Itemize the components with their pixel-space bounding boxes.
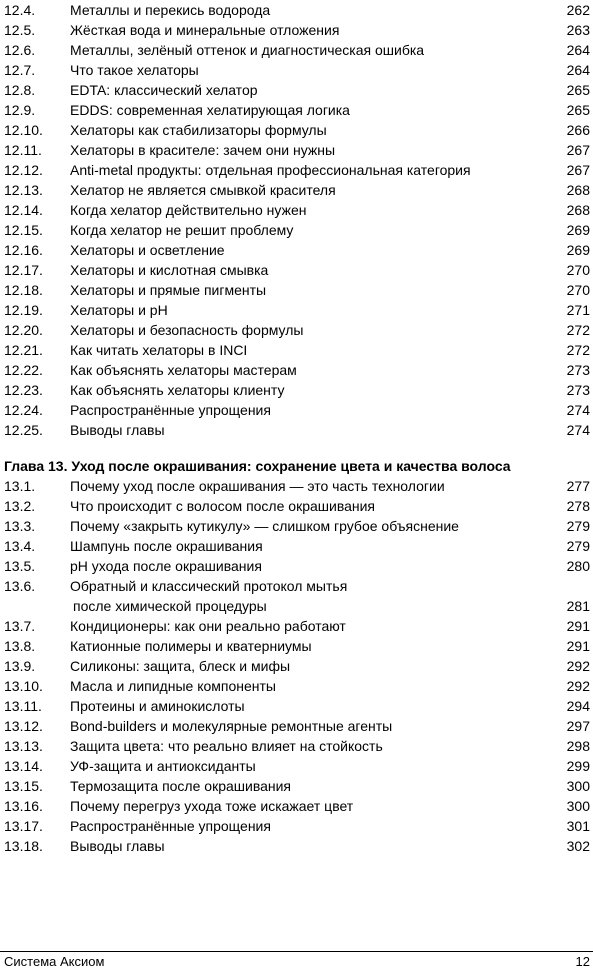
entry-number: 12.19. [4, 302, 43, 318]
entry-title: Что происходит с волосом после окрашивания [70, 498, 376, 514]
entry-number: 12.23. [4, 382, 43, 398]
entry-title: Распространённые упрощения [70, 402, 271, 418]
entry-title: EDTA: классический хелатор [70, 82, 258, 98]
entry-page: 281 [566, 598, 590, 614]
entry-page: 299 [566, 758, 590, 774]
entry-number: 12.12. [4, 162, 43, 178]
entry-title: Anti-metal продукты: отдельная профессиональная категория [70, 162, 471, 178]
toc-entry [0, 420, 593, 440]
entry-title: EDDS: современная хелатирующая логика [70, 102, 350, 118]
entry-number: 13.10. [4, 678, 43, 694]
toc-entry [0, 496, 593, 516]
entry-page: 264 [566, 42, 590, 58]
entry-page: 264 [566, 62, 590, 78]
entry-title: Металлы и перекись водорода [70, 2, 271, 18]
entry-title: Термозащита после окрашивания [70, 778, 292, 794]
entry-page: 266 [566, 122, 590, 138]
entry-title: Кондиционеры: как они реально работают [70, 618, 346, 634]
entry-title: Bond-builders и молекулярные ремонтные агенты [70, 718, 393, 734]
entry-page: 274 [566, 422, 590, 438]
entry-title: Когда хелатор не решит проблему [70, 222, 294, 238]
entry-number: 13.5. [4, 558, 36, 574]
entry-title: pH ухода после окрашивания [70, 558, 262, 574]
entry-title: Масла и липидные компоненты [70, 678, 276, 694]
entry-page: 269 [566, 242, 590, 258]
entry-page: 268 [566, 182, 590, 198]
entry-page: 301 [566, 818, 590, 834]
entry-page: 262 [566, 2, 590, 18]
entry-page: 280 [566, 558, 590, 574]
entry-page: 298 [566, 738, 590, 754]
toc-entry [0, 120, 593, 140]
entry-page: 279 [566, 538, 590, 554]
toc-entry [0, 636, 593, 656]
toc-entry [0, 100, 593, 120]
entry-number: 12.5. [4, 22, 36, 38]
entry-page: 272 [566, 342, 590, 358]
entry-title: Когда хелатор действительно нужен [70, 202, 307, 218]
entry-number: 12.8. [4, 82, 36, 98]
entry-page: 265 [566, 102, 590, 118]
toc-entry [0, 776, 593, 796]
toc-entry [0, 836, 593, 856]
entry-number: 12.9. [4, 102, 36, 118]
entry-title: Шампунь после окрашивания [70, 538, 263, 554]
toc-entry [0, 20, 593, 40]
entry-title: Как объяснять хелаторы мастерам [70, 362, 297, 378]
entry-title: Хелаторы и pH [70, 302, 168, 318]
entry-page: 274 [566, 402, 590, 418]
toc-entry [0, 756, 593, 776]
entry-title: Обратный и классический протокол мытья [70, 578, 348, 594]
entry-number: 12.22. [4, 362, 43, 378]
entry-number: 12.6. [4, 42, 36, 58]
entry-number: 13.9. [4, 658, 36, 674]
entry-number: 13.3. [4, 518, 36, 534]
toc-entry [0, 320, 593, 340]
entry-title-continuation: после химической процедуры [73, 598, 267, 614]
entry-page: 270 [566, 262, 590, 278]
entry-page: 268 [566, 202, 590, 218]
entry-page: 273 [566, 362, 590, 378]
entry-number: 13.8. [4, 638, 36, 654]
entry-page: 277 [566, 478, 590, 494]
entry-title: Как читать хелаторы в INCI [70, 342, 248, 358]
entry-page: 273 [566, 382, 590, 398]
entry-number: 13.1. [4, 478, 36, 494]
entry-number: 13.7. [4, 618, 36, 634]
entry-page: 297 [566, 718, 590, 734]
toc-entry [0, 60, 593, 80]
entry-title: Катионные полимеры и кватерниумы [70, 638, 312, 654]
entry-number: 12.15. [4, 222, 43, 238]
toc-entry [0, 476, 593, 496]
entry-number: 12.24. [4, 402, 43, 418]
entry-page: 278 [566, 498, 590, 514]
entry-page: 269 [566, 222, 590, 238]
toc-entry [0, 536, 593, 556]
toc-entry [0, 360, 593, 380]
toc-entry [0, 300, 593, 320]
chapter-13-list-b [0, 616, 593, 856]
entry-page: 292 [566, 658, 590, 674]
entry-number: 13.6. [4, 578, 36, 594]
entry-page: 291 [566, 618, 590, 634]
entry-title: Жёсткая вода и минеральные отложения [70, 22, 340, 38]
entry-number: 13.11. [4, 698, 42, 714]
entry-title: Хелаторы как стабилизаторы формулы [70, 122, 327, 138]
toc-entry [0, 676, 593, 696]
entry-title: Почему «закрыть кутикулу» — слишком грубое объяснение [70, 518, 459, 534]
entry-number: 12.25. [4, 422, 43, 438]
entry-number: 13.18. [4, 838, 43, 854]
toc-entry-continuation [0, 596, 593, 616]
toc-entry [0, 260, 593, 280]
entry-title: Почему уход после окрашивания — это часть технологии [70, 478, 445, 494]
entry-page: 279 [566, 518, 590, 534]
toc-entry [0, 656, 593, 676]
toc-entry [0, 200, 593, 220]
entry-page: 271 [566, 302, 590, 318]
toc-entry [0, 140, 593, 160]
footer-page-number: 12 [575, 954, 590, 969]
toc-entry [0, 220, 593, 240]
entry-title: Как объяснять хелаторы клиенту [70, 382, 285, 398]
entry-title: УФ-защита и антиоксиданты [70, 758, 256, 774]
entry-page: 267 [566, 162, 590, 178]
toc-entry [0, 576, 593, 596]
entry-number: 13.16. [4, 798, 43, 814]
entry-page: 263 [566, 22, 590, 38]
entry-number: 12.18. [4, 282, 43, 298]
entry-title: Что такое хелаторы [70, 62, 199, 78]
footer-title: Система Аксиом [4, 954, 105, 969]
toc-entry [0, 380, 593, 400]
entry-number: 13.12. [4, 718, 43, 734]
entry-title: Протеины и аминокислоты [70, 698, 245, 714]
section-gap [0, 440, 593, 456]
entry-title: Хелаторы и безопасность формулы [70, 322, 304, 338]
entry-page: 265 [566, 82, 590, 98]
entry-number: 12.13. [4, 182, 43, 198]
entry-number: 13.2. [4, 498, 36, 514]
entry-number: 12.16. [4, 242, 43, 258]
entry-number: 13.4. [4, 538, 36, 554]
entry-title: Металлы, зелёный оттенок и диагностическая ошибка [70, 42, 425, 58]
toc-entry [0, 736, 593, 756]
toc-entry [0, 240, 593, 260]
entry-page: 302 [566, 838, 590, 854]
entry-number: 12.20. [4, 322, 43, 338]
toc-entry [0, 0, 593, 20]
toc-entry [0, 400, 593, 420]
entry-number: 13.17. [4, 818, 43, 834]
footer-divider [0, 951, 593, 952]
entry-number: 12.11. [4, 142, 42, 158]
entry-title: Почему перегруз ухода тоже искажает цвет [70, 798, 354, 814]
entry-number: 12.21. [4, 342, 43, 358]
chapter-13-list-a [0, 476, 593, 576]
entry-page: 291 [566, 638, 590, 654]
entry-number: 12.7. [4, 62, 36, 78]
toc-entry [0, 556, 593, 576]
toc-entry [0, 696, 593, 716]
entry-title: Защита цвета: что реально влияет на стойкость [70, 738, 383, 754]
entry-page: 294 [566, 698, 590, 714]
entry-number: 13.14. [4, 758, 43, 774]
entry-title: Распространённые упрощения [70, 818, 271, 834]
entry-title: Хелаторы и кислотная смывка [70, 262, 269, 278]
entry-page: 270 [566, 282, 590, 298]
toc-entry [0, 40, 593, 60]
entry-page: 300 [566, 798, 590, 814]
entry-number: 12.4. [4, 2, 36, 18]
chapter-13-heading: Глава 13. Уход после окрашивания: сохранение цвета и качества волоса [4, 458, 511, 474]
entry-number: 13.15. [4, 778, 43, 794]
entry-title: Выводы главы [70, 422, 165, 438]
entry-number: 12.14. [4, 202, 43, 218]
entry-title: Выводы главы [70, 838, 165, 854]
entry-title: Хелатор не является смывкой красителя [70, 182, 336, 198]
toc-entry [0, 616, 593, 636]
toc-entry [0, 280, 593, 300]
entry-title: Хелаторы и прямые пигменты [70, 282, 267, 298]
entry-page: 300 [566, 778, 590, 794]
entry-page: 272 [566, 322, 590, 338]
entry-page: 292 [566, 678, 590, 694]
entry-title: Хелаторы и осветление [70, 242, 225, 258]
toc-entry [0, 340, 593, 360]
entry-title: Хелаторы в красителе: зачем они нужны [70, 142, 336, 158]
toc-entry [0, 716, 593, 736]
section-12-list [0, 0, 593, 440]
toc-entry [0, 516, 593, 536]
toc-entry [0, 816, 593, 836]
entry-title: Силиконы: защита, блеск и мифы [70, 658, 291, 674]
entry-number: 12.10. [4, 122, 43, 138]
toc-entry [0, 80, 593, 100]
entry-number: 12.17. [4, 262, 43, 278]
toc-entry [0, 796, 593, 816]
entry-page: 267 [566, 142, 590, 158]
toc-entry [0, 180, 593, 200]
toc-entry [0, 160, 593, 180]
entry-number: 13.13. [4, 738, 43, 754]
